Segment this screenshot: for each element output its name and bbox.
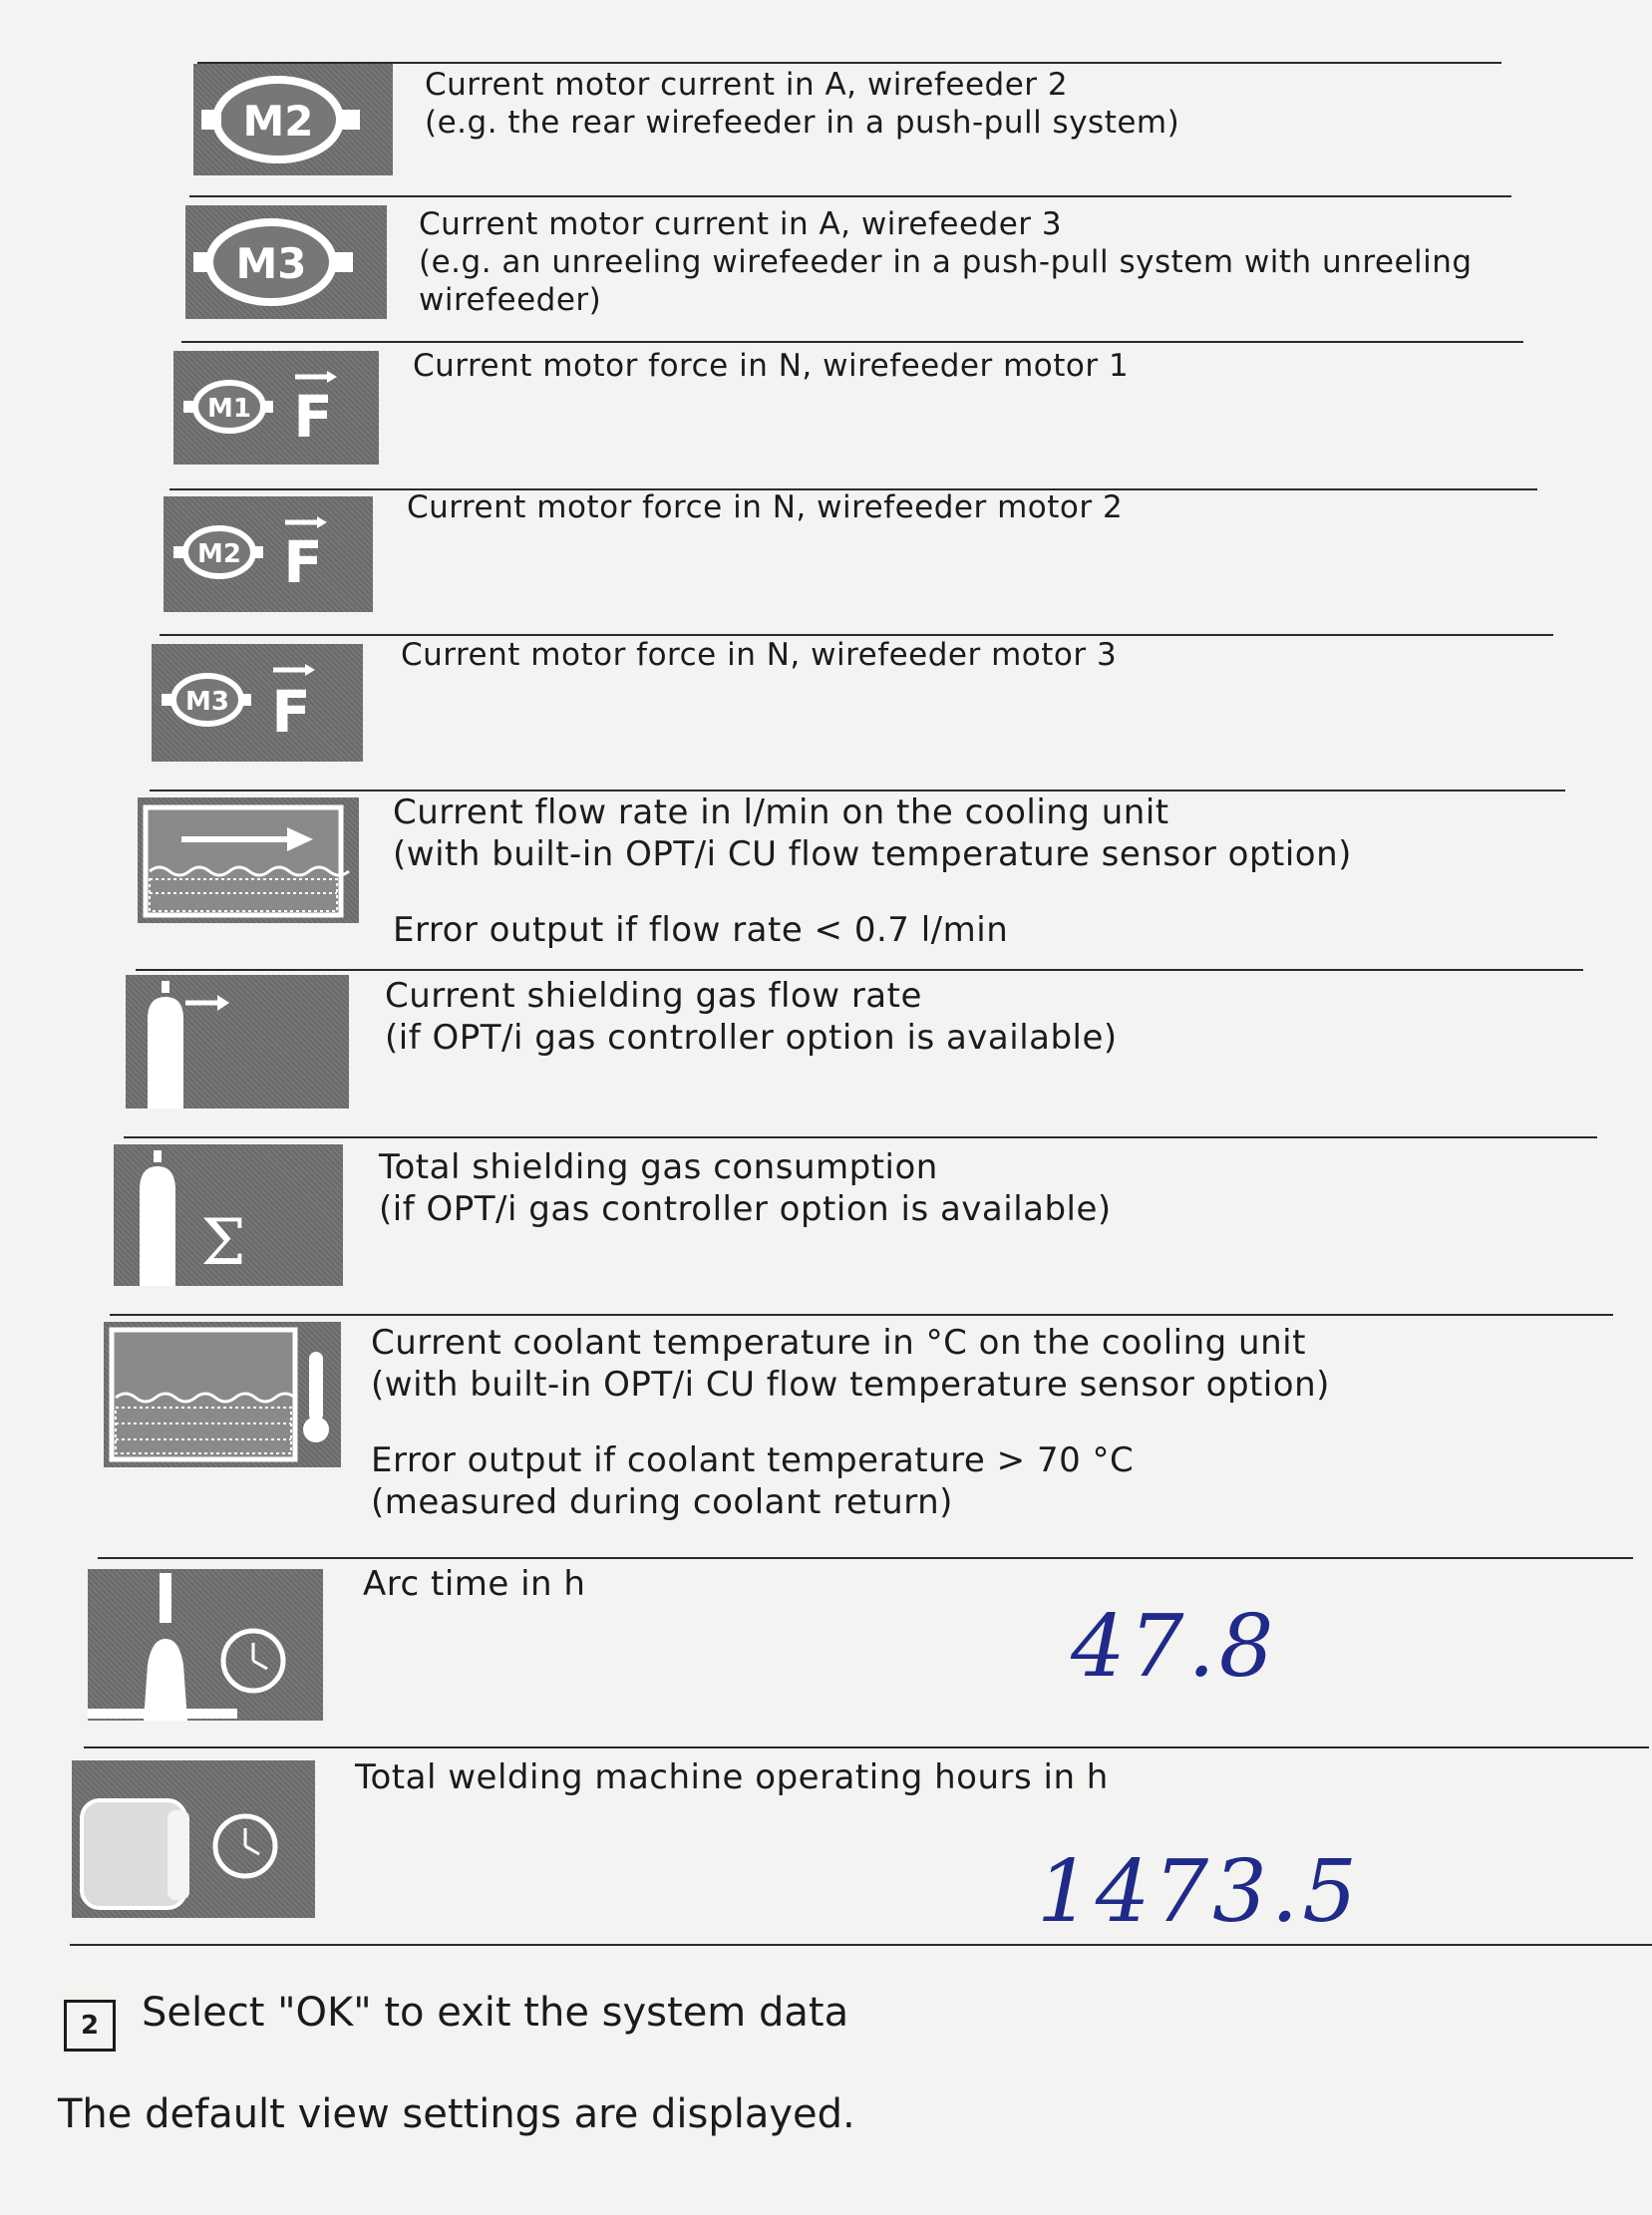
svg-text:F: F bbox=[283, 528, 323, 596]
operating-hours-icon bbox=[72, 1760, 315, 1918]
description: Current motor force in N, wirefeeder motor 3 bbox=[401, 637, 1118, 673]
step-number: 2 bbox=[64, 2000, 116, 2052]
motor-force-m1-icon bbox=[173, 351, 379, 465]
arc-time-icon bbox=[88, 1569, 323, 1721]
description: Current motor current in A, wirefeeder 3 (e.g. an unreeling wirefeeder in a push-pull system with unreeling wirefeeder) bbox=[419, 206, 1473, 318]
gas-consumption-icon bbox=[114, 1144, 343, 1286]
result-note: The default view settings are displayed. bbox=[58, 2091, 855, 2137]
gas-flow-icon bbox=[126, 975, 349, 1108]
description: Current flow rate in l/min on the cooling unit (with built-in OPT/i CU flow temperature sensor option) Error output if flow rate < 0.7 l/min bbox=[393, 792, 1352, 950]
svg-text:F: F bbox=[271, 678, 311, 746]
motor-force-m3-icon bbox=[152, 644, 363, 762]
divider bbox=[70, 1944, 1652, 1946]
divider bbox=[197, 62, 1501, 64]
description: Total shielding gas consumption (if OPT/i gas controller option is available) bbox=[379, 1147, 1112, 1229]
svg-text:M2: M2 bbox=[197, 539, 241, 569]
svg-text:Σ: Σ bbox=[200, 1206, 246, 1280]
divider bbox=[136, 969, 1583, 971]
divider bbox=[110, 1314, 1613, 1316]
motor-m3-icon bbox=[185, 205, 387, 319]
step-instruction: Select "OK" to exit the system data bbox=[142, 1990, 849, 2036]
divider bbox=[84, 1746, 1649, 1748]
svg-text:M1: M1 bbox=[207, 394, 251, 424]
svg-text:M3: M3 bbox=[185, 687, 229, 717]
svg-text:M2: M2 bbox=[242, 97, 314, 146]
divider bbox=[181, 341, 1523, 343]
description: Current motor force in N, wirefeeder motor 1 bbox=[413, 348, 1130, 384]
svg-text:F: F bbox=[293, 383, 333, 451]
description: Current coolant temperature in °C on the cooling unit (with built-in OPT/i CU flow temperature sensor option) Error output if coolant temperature > 70 °C (measured during coolant return) bbox=[371, 1323, 1330, 1522]
divider bbox=[98, 1557, 1633, 1559]
motor-m2-icon bbox=[193, 64, 393, 175]
svg-text:M3: M3 bbox=[235, 239, 307, 288]
coolant-temperature-icon bbox=[104, 1322, 341, 1467]
description: Arc time in h bbox=[363, 1564, 586, 1604]
coolant-flow-icon bbox=[138, 797, 359, 923]
motor-force-m2-icon bbox=[164, 496, 373, 612]
description: Current shielding gas flow rate (if OPT/i gas controller option is available) bbox=[385, 976, 1118, 1058]
description: Current motor force in N, wirefeeder motor 2 bbox=[407, 489, 1124, 525]
divider bbox=[189, 195, 1511, 197]
handwritten-arc-time: 47.8 bbox=[1071, 1597, 1278, 1697]
description: Total welding machine operating hours in h bbox=[355, 1757, 1109, 1797]
description: Current motor current in A, wirefeeder 2 (e.g. the rear wirefeeder in a push-pull system) bbox=[425, 67, 1180, 141]
divider bbox=[124, 1136, 1597, 1138]
handwritten-operating-hours: 1473.5 bbox=[1037, 1842, 1361, 1942]
